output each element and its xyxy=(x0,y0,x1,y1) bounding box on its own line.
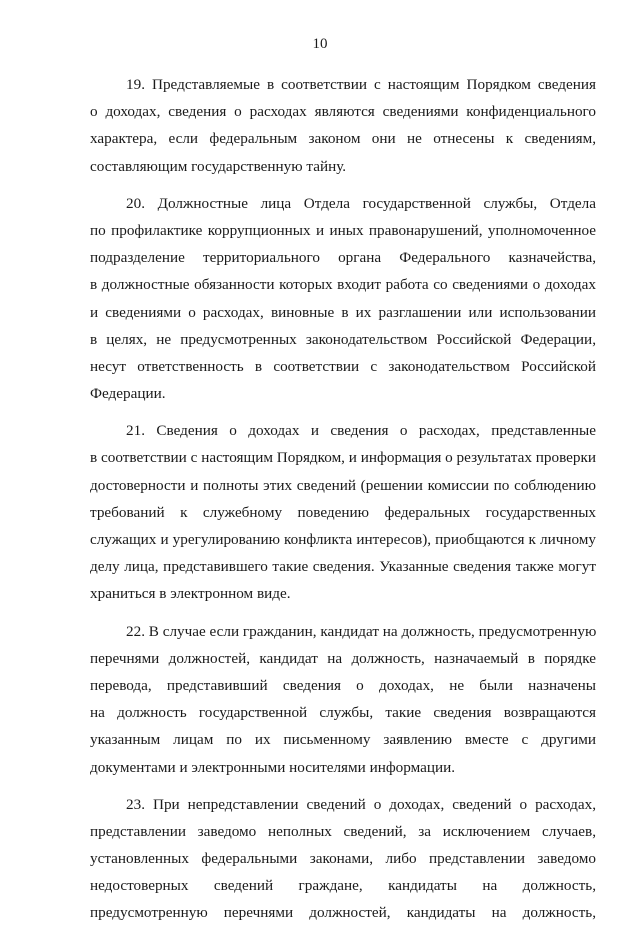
text-line: 20. Должностные лица Отдела государственной службы, Отдела xyxy=(126,194,596,212)
text-line: 23. При непредставлении сведений о доходах, сведений о расходах, xyxy=(126,795,596,813)
paragraph-19 xyxy=(90,71,596,180)
text-line: по профилактике коррупционных и иных правонарушений, уполномоченное xyxy=(90,221,596,239)
text-line: в целях, не предусмотренных законодательством Российской Федерации, xyxy=(90,330,596,348)
document-body xyxy=(90,68,596,937)
text-line: на должность государственной службы, такие сведения возвращаются xyxy=(90,704,596,722)
text-line: о доходах, сведения о расходах являются сведениями конфиденциального xyxy=(90,103,596,121)
text-line: предусмотренную перечнями должностей, кандидаты на должность, xyxy=(90,904,596,922)
page-number: 10 xyxy=(312,36,328,52)
text-line: перечнями должностей, кандидат на должность, назначаемый в порядке xyxy=(90,649,596,667)
text-line: храниться в электронном виде. xyxy=(90,585,291,603)
text-line: 19. Представляемые в соответствии с настоящим Порядком сведения xyxy=(126,76,596,93)
text-line: делу лица, представившего такие сведения. Указанные сведения также могут xyxy=(90,558,596,576)
text-line: документами и электронными носителями информации. xyxy=(90,758,456,776)
paragraph-23 xyxy=(90,791,596,927)
text-line: и сведениями о расходах, виновные в их разглашении или использовании xyxy=(90,303,596,321)
text-line: 21. Сведения о доходах и сведения о расходах, представленные xyxy=(126,422,596,440)
text-line: недостоверных сведений граждане, кандидаты на должность, xyxy=(90,877,596,895)
text-line: установленных федеральными законами, либо представлении заведомо xyxy=(90,850,596,868)
paragraph-20 xyxy=(90,190,596,408)
text-line: служащих и урегулированию конфликта интересов), приобщаются к личному xyxy=(90,531,596,548)
text-line: 22. В случае если гражданин, кандидат на должность, предусмотренную xyxy=(126,622,597,640)
text-line: в должностные обязанности которых входит работа со сведениями о доходах xyxy=(90,276,596,294)
paragraph-22 xyxy=(90,618,596,781)
text-line: характера, если федеральным законом они не отнесены к сведениям, xyxy=(90,130,596,148)
text-line: составляющим государственную тайну. xyxy=(90,157,347,175)
text-line: подразделение территориального органа Федерального казначейства, xyxy=(90,249,596,267)
text-line: Федерации. xyxy=(90,385,166,403)
text-line: в соответствии с настоящим Порядком, и информация о результатах проверки xyxy=(90,449,596,467)
paragraph-21 xyxy=(90,417,596,607)
text-line: несут ответственность в соответствии с законодательством Российской xyxy=(90,357,596,375)
text-line: представлении заведомо неполных сведений, за исключением случаев, xyxy=(90,822,596,840)
text-line: требований к служебному поведению федеральных государственных xyxy=(90,503,596,521)
text-line: указанным лицам по их письменному заявлению вместе с другими xyxy=(90,731,596,749)
text-line: достоверности и полноты этих сведений (решении комиссии по соблюдению xyxy=(90,476,596,494)
text-line: перевода, представивший сведения о доходах, не были назначены xyxy=(90,676,596,694)
